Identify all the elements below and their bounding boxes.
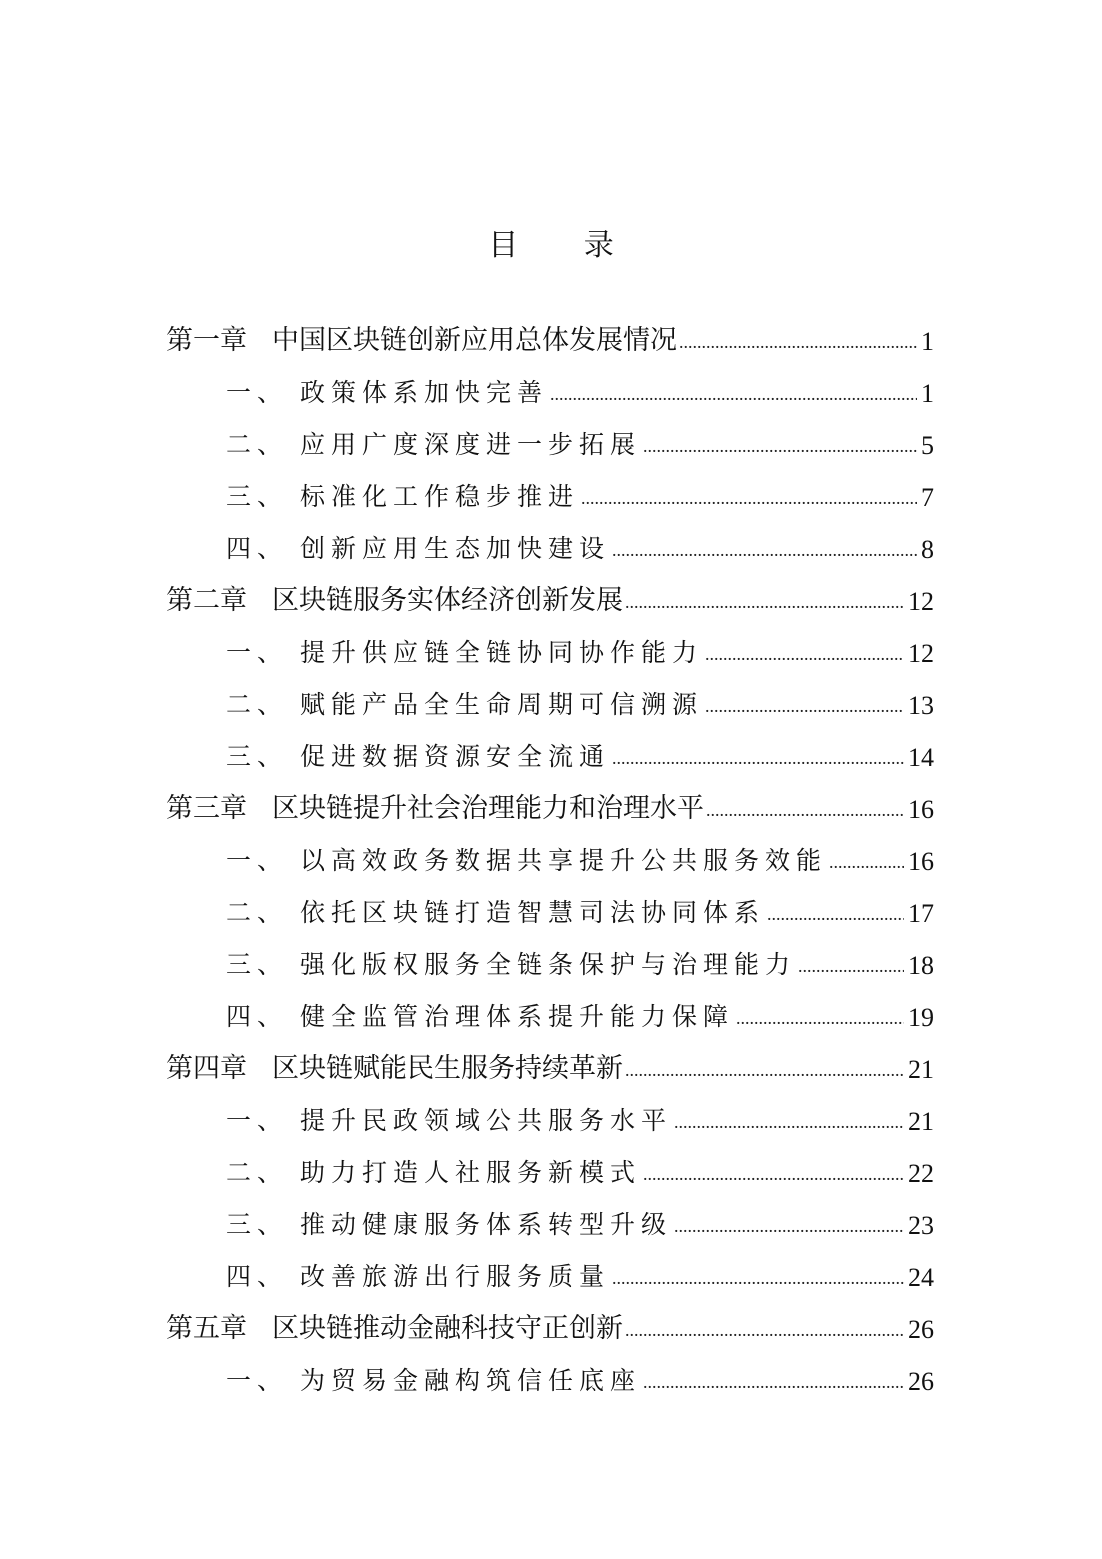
toc-chapter-entry[interactable] [166, 782, 934, 834]
toc-section-entry[interactable] [166, 366, 934, 418]
toc-dot-leader [625, 1320, 904, 1341]
toc-entry-number: 一、 [226, 378, 289, 407]
toc-entry-title: 应用广度深度进一步拓展 [300, 430, 642, 459]
toc-entry-title: 中国区块链创新应用总体发展情况 [272, 325, 677, 356]
toc-entry-title: 健全监管治理体系提升能力保障 [300, 1002, 735, 1031]
toc-chapter-entry[interactable] [166, 574, 934, 626]
toc-entry-title: 提升供应链全链协同协作能力 [300, 638, 704, 667]
toc-entry-title: 赋能产品全生命周期可信溯源 [300, 690, 704, 719]
toc-section-entry[interactable] [166, 1094, 934, 1146]
toc-page-number: 14 [908, 743, 934, 772]
toc-entry-title: 促进数据资源安全流通 [300, 742, 611, 771]
toc-chapter-entry[interactable] [166, 1302, 934, 1354]
toc-entry-title: 标准化工作稳步推进 [300, 482, 580, 511]
toc-page-number: 12 [908, 639, 934, 668]
toc-dot-leader [612, 1268, 904, 1289]
toc-page-number: 26 [908, 1315, 934, 1344]
toc-entry-number: 三、 [226, 1210, 289, 1239]
toc-entry-number: 二、 [226, 430, 289, 459]
toc-entry-number: 第三章 [166, 793, 247, 824]
toc-entry-number: 二、 [226, 1158, 289, 1187]
toc-entry-number: 三、 [226, 950, 289, 979]
toc-dot-leader [625, 592, 904, 613]
toc-section-entry[interactable] [166, 470, 934, 522]
toc-dot-leader [612, 540, 917, 561]
toc-entry-number: 一、 [226, 1106, 289, 1135]
toc-page-number: 19 [908, 1003, 934, 1032]
toc-dot-leader [706, 800, 904, 821]
toc-entry-number: 一、 [226, 846, 289, 875]
toc-page-number: 7 [921, 483, 934, 512]
toc-entry-number: 四、 [226, 1262, 289, 1291]
toc-page-number: 26 [908, 1367, 934, 1396]
toc-entry-title: 改善旅游出行服务质量 [300, 1262, 611, 1291]
toc-section-entry[interactable] [166, 938, 934, 990]
table-of-contents [166, 314, 934, 1406]
toc-entry-title: 区块链赋能民生服务持续革新 [272, 1053, 623, 1084]
toc-dot-leader [612, 748, 904, 769]
toc-page-number: 16 [908, 795, 934, 824]
toc-page-number: 21 [908, 1055, 934, 1084]
toc-section-entry[interactable] [166, 730, 934, 782]
toc-page-number: 18 [908, 951, 934, 980]
toc-page-number: 16 [908, 847, 934, 876]
toc-dot-leader [674, 1216, 904, 1237]
toc-page-number: 13 [908, 691, 934, 720]
toc-entry-number: 第一章 [166, 325, 247, 356]
toc-dot-leader [674, 1112, 904, 1133]
toc-page-number: 8 [921, 535, 934, 564]
toc-page-number: 1 [921, 379, 934, 408]
toc-section-entry[interactable] [166, 886, 934, 938]
toc-entry-title: 依托区块链打造智慧司法协同体系 [300, 898, 766, 927]
toc-page-number: 23 [908, 1211, 934, 1240]
toc-chapter-entry[interactable] [166, 314, 934, 366]
toc-page-number: 24 [908, 1263, 934, 1292]
toc-dot-leader [767, 904, 904, 925]
toc-entry-title: 强化版权服务全链条保护与治理能力 [300, 950, 797, 979]
toc-entry-title: 区块链提升社会治理能力和治理水平 [272, 793, 704, 824]
toc-dot-leader [705, 644, 904, 665]
toc-section-entry[interactable] [166, 678, 934, 730]
toc-entry-number: 第五章 [166, 1313, 247, 1344]
toc-dot-leader [679, 332, 917, 353]
toc-section-entry[interactable] [166, 834, 934, 886]
toc-section-entry[interactable] [166, 418, 934, 470]
toc-page-number: 17 [908, 899, 934, 928]
toc-dot-leader [705, 696, 904, 717]
toc-entry-title: 以高效政务数据共享提升公共服务效能 [300, 846, 828, 875]
toc-dot-leader [798, 956, 904, 977]
toc-entry-number: 第四章 [166, 1053, 247, 1084]
toc-entry-number: 二、 [226, 690, 289, 719]
toc-dot-leader [643, 1372, 904, 1393]
toc-entry-title: 区块链推动金融科技守正创新 [272, 1313, 623, 1344]
toc-dot-leader [581, 488, 917, 509]
toc-page-number: 1 [921, 327, 934, 356]
toc-entry-number: 一、 [226, 638, 289, 667]
toc-entry-title: 助力打造人社服务新模式 [300, 1158, 642, 1187]
toc-page-number: 21 [908, 1107, 934, 1136]
toc-page-number: 22 [908, 1159, 934, 1188]
toc-entry-title: 推动健康服务体系转型升级 [300, 1210, 673, 1239]
toc-section-entry[interactable] [166, 1146, 934, 1198]
toc-entry-number: 第二章 [166, 585, 247, 616]
toc-page-number: 5 [921, 431, 934, 460]
toc-dot-leader [829, 852, 904, 873]
toc-dot-leader [550, 384, 917, 405]
toc-dot-leader [625, 1060, 904, 1081]
toc-dot-leader [643, 436, 917, 457]
toc-section-entry[interactable] [166, 522, 934, 574]
toc-entry-number: 二、 [226, 898, 289, 927]
toc-chapter-entry[interactable] [166, 1042, 934, 1094]
toc-entry-title: 为贸易金融构筑信任底座 [300, 1366, 642, 1395]
toc-dot-leader [736, 1008, 904, 1029]
toc-section-entry[interactable] [166, 990, 934, 1042]
toc-entry-title: 政策体系加快完善 [300, 378, 549, 407]
toc-entry-number: 四、 [226, 1002, 289, 1031]
toc-section-entry[interactable] [166, 626, 934, 678]
toc-section-entry[interactable] [166, 1250, 934, 1302]
toc-entry-number: 四、 [226, 534, 289, 563]
toc-section-entry[interactable] [166, 1354, 934, 1406]
toc-entry-title: 创新应用生态加快建设 [300, 534, 611, 563]
toc-section-entry[interactable] [166, 1198, 934, 1250]
toc-page-number: 12 [908, 587, 934, 616]
toc-entry-title: 区块链服务实体经济创新发展 [272, 585, 623, 616]
toc-entry-number: 一、 [226, 1366, 289, 1395]
toc-title: 目 录 [488, 228, 642, 263]
toc-entry-number: 三、 [226, 482, 289, 511]
toc-entry-title: 提升民政领域公共服务水平 [300, 1106, 673, 1135]
toc-dot-leader [643, 1164, 904, 1185]
toc-entry-number: 三、 [226, 742, 289, 771]
